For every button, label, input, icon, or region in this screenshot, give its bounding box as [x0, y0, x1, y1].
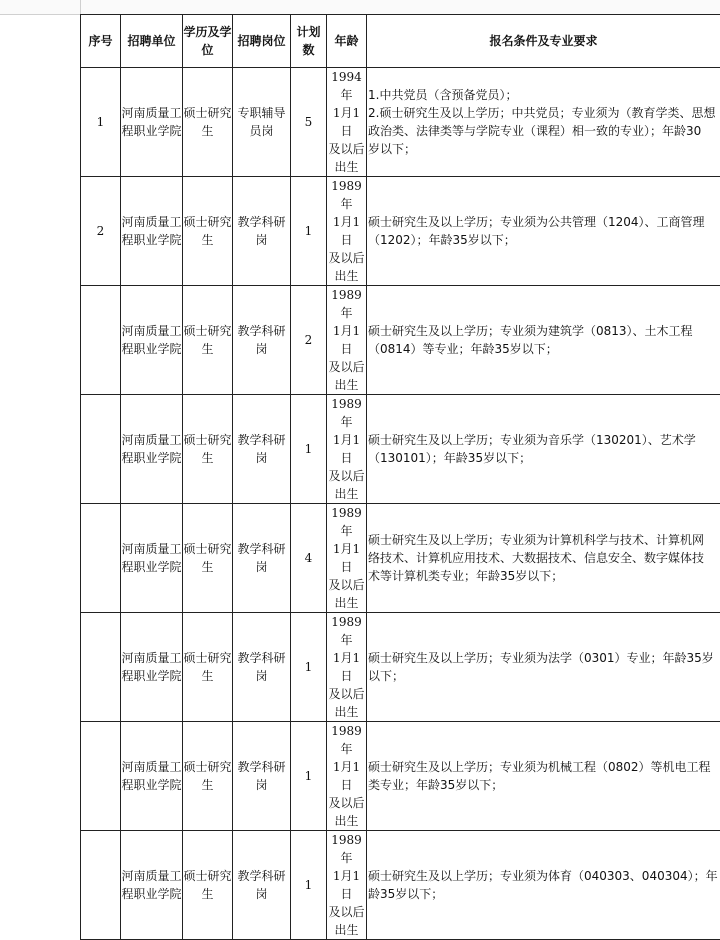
- cell-plan: 2: [291, 286, 327, 395]
- cell-age: [327, 831, 367, 940]
- requirement-line: 硕士研究生及以上学历；专业须为机械工程（0802）等机电工程: [368, 758, 720, 776]
- age-line: 及以后: [327, 358, 366, 376]
- age-line: 出生: [327, 485, 366, 503]
- cell-plan: 4: [291, 504, 327, 613]
- cell-requirements: [367, 504, 720, 613]
- table-row: [81, 395, 720, 504]
- cell-plan: 1: [291, 831, 327, 940]
- cell-unit: 河南质量工程职业学院: [121, 504, 183, 613]
- table-row: [81, 613, 720, 722]
- table-row: [81, 286, 720, 395]
- cell-requirements: [367, 831, 720, 940]
- cell-requirements: [367, 286, 720, 395]
- requirement-line: 2.硕士研究生及以上学历；中共党员；专业须为（教育学类、思想: [368, 104, 720, 122]
- age-line: 出生: [327, 376, 366, 394]
- requirement-line: 硕士研究生及以上学历；专业须为建筑学（0813）、土木工程: [368, 322, 720, 340]
- requirement-line: （130101）；年龄35岁以下；: [368, 449, 720, 467]
- cell-post: 教学科研岗: [233, 286, 291, 395]
- cell-seq: [81, 831, 121, 940]
- header-edu: 学历及学位: [183, 15, 233, 68]
- cell-unit: 河南质量工程职业学院: [121, 177, 183, 286]
- age-line: 及以后: [327, 903, 366, 921]
- header-req: 报名条件及专业要求: [367, 15, 720, 68]
- cell-seq: 2: [81, 177, 121, 286]
- cell-post: 教学科研岗: [233, 395, 291, 504]
- age-line: 出生: [327, 921, 366, 939]
- requirement-line: 硕士研究生及以上学历；专业须为计算机科学与技术、计算机网: [368, 531, 720, 549]
- age-line: 1989年: [327, 286, 366, 322]
- page-left-rule: [80, 0, 81, 14]
- cell-age: [327, 613, 367, 722]
- requirement-line: 龄35岁以下；: [368, 885, 720, 903]
- cell-post: 教学科研岗: [233, 613, 291, 722]
- cell-requirements: [367, 395, 720, 504]
- requirement-line: 术等计算机类专业；年龄35岁以下；: [368, 567, 720, 585]
- cell-edu: 硕士研究生: [183, 722, 233, 831]
- cell-seq: 1: [81, 68, 121, 177]
- cell-edu: 硕士研究生: [183, 177, 233, 286]
- page-top-strip: [0, 0, 720, 15]
- age-line: 1月1日: [327, 540, 366, 576]
- age-line: 出生: [327, 158, 366, 176]
- age-line: 1月1日: [327, 104, 366, 140]
- cell-post: 教学科研岗: [233, 831, 291, 940]
- requirement-line: 类专业；年龄35岁以下；: [368, 776, 720, 794]
- table-row: [81, 504, 720, 613]
- cell-age: [327, 395, 367, 504]
- cell-requirements: [367, 722, 720, 831]
- cell-seq: [81, 722, 121, 831]
- cell-edu: 硕士研究生: [183, 613, 233, 722]
- requirement-line: 络技术、计算机应用技术、大数据技术、信息安全、数字媒体技: [368, 549, 720, 567]
- cell-requirements: [367, 177, 720, 286]
- age-line: 1月1日: [327, 758, 366, 794]
- requirement-line: 政治类、法律类等与学院专业（课程）相一致的专业）；年龄30: [368, 122, 720, 140]
- requirement-line: 岁以下；: [368, 140, 720, 158]
- age-line: 1月1日: [327, 431, 366, 467]
- requirement-line: 以下；: [368, 667, 720, 685]
- age-line: 1月1日: [327, 649, 366, 685]
- header-post: 招聘岗位: [233, 15, 291, 68]
- cell-unit: 河南质量工程职业学院: [121, 395, 183, 504]
- age-line: 1989年: [327, 177, 366, 213]
- requirement-line: （1202）；年龄35岁以下；: [368, 231, 720, 249]
- age-line: 1989年: [327, 831, 366, 867]
- age-line: 1994年: [327, 68, 366, 104]
- age-line: 出生: [327, 703, 366, 721]
- cell-plan: 1: [291, 722, 327, 831]
- cell-plan: 1: [291, 177, 327, 286]
- cell-post: 教学科研岗: [233, 504, 291, 613]
- requirement-line: （0814）等专业；年龄35岁以下；: [368, 340, 720, 358]
- cell-seq: [81, 504, 121, 613]
- cell-post: 教学科研岗: [233, 722, 291, 831]
- age-line: 及以后: [327, 467, 366, 485]
- header-plan: 计划数: [291, 15, 327, 68]
- recruitment-table: [80, 14, 720, 940]
- cell-edu: 硕士研究生: [183, 504, 233, 613]
- age-line: 1989年: [327, 613, 366, 649]
- header-age: 年龄: [327, 15, 367, 68]
- cell-age: [327, 68, 367, 177]
- age-line: 1月1日: [327, 213, 366, 249]
- age-line: 1989年: [327, 504, 366, 540]
- age-line: 及以后: [327, 249, 366, 267]
- cell-age: [327, 504, 367, 613]
- cell-unit: 河南质量工程职业学院: [121, 68, 183, 177]
- cell-requirements: [367, 68, 720, 177]
- cell-plan: 1: [291, 395, 327, 504]
- table-row: [81, 68, 720, 177]
- cell-seq: [81, 395, 121, 504]
- cell-plan: 5: [291, 68, 327, 177]
- cell-seq: [81, 286, 121, 395]
- cell-unit: 河南质量工程职业学院: [121, 831, 183, 940]
- age-line: 1月1日: [327, 322, 366, 358]
- cell-age: [327, 722, 367, 831]
- cell-requirements: [367, 613, 720, 722]
- cell-edu: 硕士研究生: [183, 68, 233, 177]
- cell-age: [327, 286, 367, 395]
- requirement-line: 硕士研究生及以上学历；专业须为法学（0301）专业；年龄35岁: [368, 649, 720, 667]
- cell-edu: 硕士研究生: [183, 286, 233, 395]
- age-line: 1989年: [327, 395, 366, 431]
- requirement-line: 硕士研究生及以上学历；专业须为体育（040303、040304）；年: [368, 867, 720, 885]
- cell-edu: 硕士研究生: [183, 831, 233, 940]
- requirement-line: 硕士研究生及以上学历；专业须为公共管理（1204）、工商管理: [368, 213, 720, 231]
- table-row: [81, 831, 720, 940]
- age-line: 出生: [327, 812, 366, 830]
- age-line: 1月1日: [327, 867, 366, 903]
- age-line: 出生: [327, 594, 366, 612]
- cell-plan: 1: [291, 613, 327, 722]
- table-header-row: [81, 15, 720, 68]
- header-unit: 招聘单位: [121, 15, 183, 68]
- requirement-line: 1.中共党员（含预备党员）；: [368, 86, 720, 104]
- requirement-line: 硕士研究生及以上学历；专业须为音乐学（130201）、艺术学: [368, 431, 720, 449]
- cell-seq: [81, 613, 121, 722]
- cell-age: [327, 177, 367, 286]
- age-line: 及以后: [327, 576, 366, 594]
- cell-edu: 硕士研究生: [183, 395, 233, 504]
- age-line: 及以后: [327, 140, 366, 158]
- table-row: [81, 177, 720, 286]
- cell-post: 教学科研岗: [233, 177, 291, 286]
- header-seq: 序号: [81, 15, 121, 68]
- cell-unit: 河南质量工程职业学院: [121, 613, 183, 722]
- table-row: [81, 722, 720, 831]
- age-line: 1989年: [327, 722, 366, 758]
- age-line: 及以后: [327, 794, 366, 812]
- age-line: 出生: [327, 267, 366, 285]
- cell-unit: 河南质量工程职业学院: [121, 722, 183, 831]
- cell-unit: 河南质量工程职业学院: [121, 286, 183, 395]
- age-line: 及以后: [327, 685, 366, 703]
- cell-post: 专职辅导员岗: [233, 68, 291, 177]
